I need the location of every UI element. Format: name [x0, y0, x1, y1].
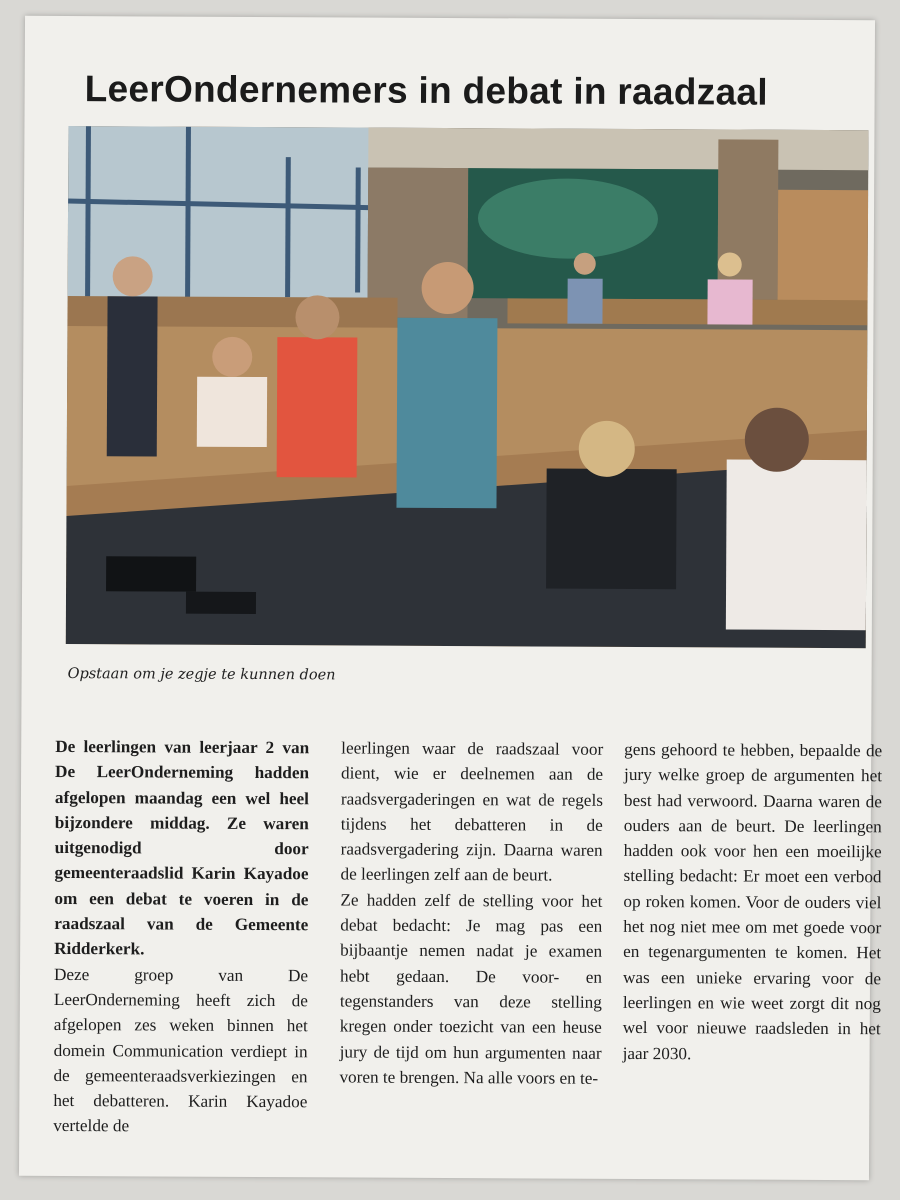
article-photo	[66, 126, 869, 648]
newspaper-clipping	[19, 16, 883, 1180]
article-paragraph: Ze hadden zelf de stelling voor het debat bedacht: Je mag pas een bijbaantje nemen nadat je examen hebt gedaan. De voor- en tegenstanders van deze stelling kregen onder toezicht van een heuse jury de tijd om hun argumenten naar voren te brengen. Na alle voors en te-	[339, 890, 603, 1088]
article-paragraph: Deze groep van De LeerOnderneming heeft zich de afgelopen zes weken binnen het domein Communication verdiept in de gemeenteraadsverkiezingen en het debatteren. Karin Kayadoe vertelde de	[53, 964, 309, 1136]
council-chamber-photo	[66, 126, 869, 648]
article-headline: LeerOndernemers in debat in raadzaal	[84, 68, 768, 113]
article-column-2	[339, 735, 603, 1091]
article-column-1	[53, 734, 309, 1140]
article-paragraph: gens gehoord te hebben, bepaalde de jury welke groep de argumenten het best had verwoord. Daarna waren de ouders aan de beurt. De leerlingen hadden ook voor hen een moeilijke stelling bedacht: Er moet een verbod op roken komen. Voor de ouders viel het nog niet mee om met goede voor en tegenargumenten te komen. Het was een unieke ervaring voor de leerlingen en wie weet zorgt dit nog wel voor nieuwe raadsleden in het jaar 2030.	[622, 739, 883, 1063]
article-column-3	[623, 737, 883, 1067]
article-paragraph: leerlingen waar de raadszaal voor dient, wie er deelnemen aan de raadsvergaderingen en wat de regels tijdens het debatteren in de raadsvergadering zijn. Daarna waren de leerlingen zelf aan de beurt.	[340, 738, 604, 886]
photo-caption: Opstaan om je zegje te kunnen doen	[67, 666, 336, 684]
article-lead: De leerlingen van leerjaar 2 van De LeerOnderneming hadden afgelopen maandag een wel heel bijzondere middag. Ze waren uitgenodigd door gemeenteraadslid Karin Kayadoe om een debat te voeren in de raadszaal van de Gemeente Ridderkerk.	[54, 736, 310, 959]
